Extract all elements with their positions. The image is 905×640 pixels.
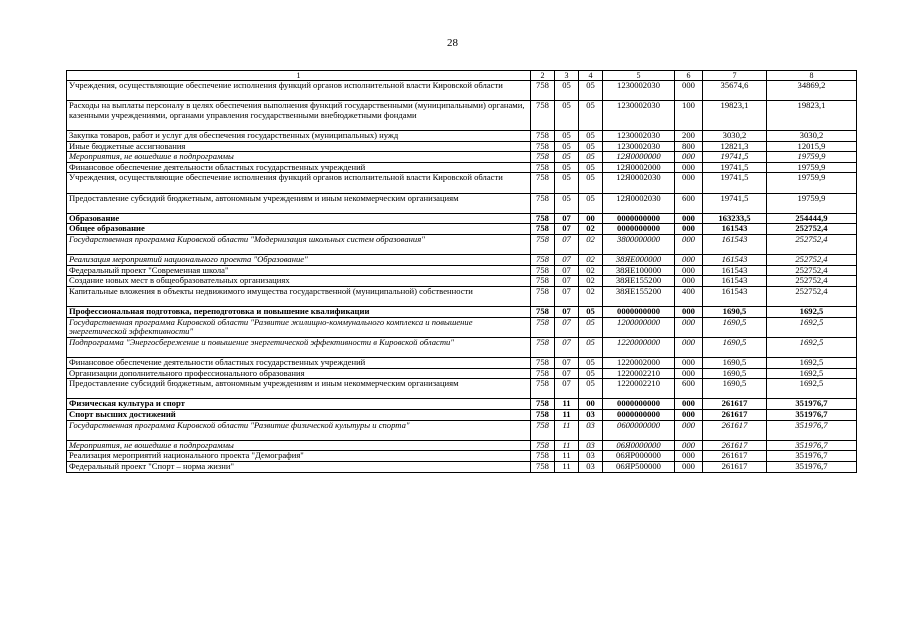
row-name-cell: Общее образование	[67, 224, 531, 235]
row-pr-cell: 00	[579, 213, 603, 224]
row-sum2-cell: 19759,9	[767, 152, 857, 163]
table-row	[67, 358, 857, 369]
row-pr-cell: 05	[579, 379, 603, 399]
row-sum1-cell: 12821,3	[703, 141, 767, 152]
row-name-cell: Финансовое обеспечение деятельности областных государственных учреждений	[67, 162, 531, 173]
row-csr-cell: 0000000000	[603, 410, 675, 421]
header-row	[67, 71, 857, 81]
row-csr-cell: 0000000000	[603, 399, 675, 410]
row-rz-cell: 07	[555, 255, 579, 266]
row-name-cell: Реализация мероприятий национального проекта "Демография"	[67, 451, 531, 462]
row-ved-cell: 758	[531, 213, 555, 224]
row-ved-cell: 758	[531, 399, 555, 410]
row-name-cell: Предоставление субсидий бюджетным, автономным учреждениям и иным некоммерческим организациям	[67, 379, 531, 399]
row-sum1-cell: 19741,5	[703, 173, 767, 193]
row-sum1-cell: 161543	[703, 265, 767, 276]
row-sum2-cell: 1692,5	[767, 307, 857, 318]
table-row	[67, 213, 857, 224]
row-vr-cell: 000	[675, 213, 703, 224]
row-name-cell: Закупка товаров, работ и услуг для обеспечения государственных (муниципальных) нужд	[67, 130, 531, 141]
row-ved-cell: 758	[531, 440, 555, 451]
row-name-cell: Профессиональная подготовка, переподготовка и повышение квалификации	[67, 307, 531, 318]
row-rz-cell: 07	[555, 317, 579, 337]
row-sum2-cell: 1692,5	[767, 337, 857, 357]
row-vr-cell: 800	[675, 141, 703, 152]
row-vr-cell: 000	[675, 307, 703, 318]
row-vr-cell: 400	[675, 286, 703, 306]
row-csr-cell: 06Я0000000	[603, 440, 675, 451]
row-sum1-cell: 1690,5	[703, 337, 767, 357]
table-row	[67, 368, 857, 379]
row-sum2-cell: 252752,4	[767, 224, 857, 235]
row-rz-cell: 11	[555, 410, 579, 421]
table-row	[67, 399, 857, 410]
row-rz-cell: 05	[555, 101, 579, 131]
table-row	[67, 130, 857, 141]
row-sum1-cell: 19823,1	[703, 101, 767, 131]
row-rz-cell: 07	[555, 337, 579, 357]
row-sum2-cell: 34869,2	[767, 81, 857, 101]
row-csr-cell: 38ЯЕ100000	[603, 265, 675, 276]
table-row	[67, 410, 857, 421]
row-sum2-cell: 351976,7	[767, 420, 857, 440]
header-cell-csr: 5	[603, 71, 675, 81]
row-pr-cell: 02	[579, 286, 603, 306]
table-row	[67, 317, 857, 337]
row-sum1-cell: 161543	[703, 276, 767, 287]
row-csr-cell: 1220002210	[603, 368, 675, 379]
row-rz-cell: 07	[555, 286, 579, 306]
row-pr-cell: 03	[579, 420, 603, 440]
table-body	[67, 71, 857, 473]
row-vr-cell: 000	[675, 451, 703, 462]
row-name-cell: Образование	[67, 213, 531, 224]
row-pr-cell: 05	[579, 162, 603, 173]
table-row	[67, 173, 857, 193]
row-sum1-cell: 1690,5	[703, 379, 767, 399]
row-pr-cell: 05	[579, 101, 603, 131]
row-ved-cell: 758	[531, 141, 555, 152]
row-sum1-cell: 1690,5	[703, 368, 767, 379]
row-csr-cell: 0000000000	[603, 224, 675, 235]
row-csr-cell: 0000000000	[603, 307, 675, 318]
row-csr-cell: 0000000000	[603, 213, 675, 224]
row-csr-cell: 12Я0002030	[603, 173, 675, 193]
row-ved-cell: 758	[531, 461, 555, 472]
row-ved-cell: 758	[531, 317, 555, 337]
row-pr-cell: 00	[579, 399, 603, 410]
table-row	[67, 286, 857, 306]
table-row	[67, 440, 857, 451]
row-sum2-cell: 252752,4	[767, 255, 857, 266]
row-rz-cell: 07	[555, 307, 579, 318]
row-sum1-cell: 19741,5	[703, 193, 767, 213]
header-cell-rz: 3	[555, 71, 579, 81]
row-csr-cell: 1220002210	[603, 379, 675, 399]
row-sum1-cell: 261617	[703, 410, 767, 421]
row-name-cell: Физическая культура и спорт	[67, 399, 531, 410]
row-ved-cell: 758	[531, 162, 555, 173]
row-pr-cell: 03	[579, 451, 603, 462]
row-vr-cell: 100	[675, 101, 703, 131]
row-ved-cell: 758	[531, 152, 555, 163]
row-pr-cell: 05	[579, 193, 603, 213]
row-vr-cell: 000	[675, 81, 703, 101]
row-sum2-cell: 351976,7	[767, 451, 857, 462]
row-ved-cell: 758	[531, 410, 555, 421]
header-cell-sum1: 7	[703, 71, 767, 81]
row-rz-cell: 05	[555, 130, 579, 141]
row-pr-cell: 05	[579, 368, 603, 379]
row-name-cell: Предоставление субсидий бюджетным, автономным учреждениям и иным некоммерческим организациям	[67, 193, 531, 213]
row-csr-cell: 38ЯЕ155200	[603, 286, 675, 306]
row-name-cell: Организации дополнительного профессионального образования	[67, 368, 531, 379]
row-rz-cell: 05	[555, 81, 579, 101]
row-name-cell: Финансовое обеспечение деятельности областных государственных учреждений	[67, 358, 531, 369]
row-ved-cell: 758	[531, 81, 555, 101]
row-name-cell: Создание новых мест в общеобразовательных организациях	[67, 276, 531, 287]
row-pr-cell: 03	[579, 461, 603, 472]
row-sum1-cell: 261617	[703, 461, 767, 472]
row-sum2-cell: 12015,9	[767, 141, 857, 152]
row-sum2-cell: 252752,4	[767, 234, 857, 254]
row-vr-cell: 000	[675, 399, 703, 410]
row-name-cell: Спорт высших достижений	[67, 410, 531, 421]
row-pr-cell: 03	[579, 440, 603, 451]
row-pr-cell: 02	[579, 255, 603, 266]
row-csr-cell: 0600000000	[603, 420, 675, 440]
row-csr-cell: 1230002030	[603, 130, 675, 141]
row-ved-cell: 758	[531, 255, 555, 266]
row-pr-cell: 05	[579, 130, 603, 141]
row-rz-cell: 07	[555, 276, 579, 287]
row-sum2-cell: 19759,9	[767, 162, 857, 173]
row-name-cell: Государственная программа Кировской области "Развитие физической культуры и спорта"	[67, 420, 531, 440]
row-sum1-cell: 261617	[703, 440, 767, 451]
header-cell-vr: 6	[675, 71, 703, 81]
row-rz-cell: 05	[555, 141, 579, 152]
row-vr-cell: 000	[675, 173, 703, 193]
row-sum2-cell: 351976,7	[767, 440, 857, 451]
row-rz-cell: 11	[555, 399, 579, 410]
row-csr-cell: 3800000000	[603, 234, 675, 254]
row-sum1-cell: 19741,5	[703, 152, 767, 163]
row-vr-cell: 600	[675, 379, 703, 399]
row-vr-cell: 000	[675, 420, 703, 440]
row-name-cell: Иные бюджетные ассигнования	[67, 141, 531, 152]
row-name-cell: Мероприятия, не вошедшие в подпрограммы	[67, 440, 531, 451]
row-rz-cell: 07	[555, 379, 579, 399]
row-pr-cell: 05	[579, 337, 603, 357]
row-name-cell: Мероприятия, не вошедшие в подпрограммы	[67, 152, 531, 163]
row-sum1-cell: 161543	[703, 255, 767, 266]
row-ved-cell: 758	[531, 173, 555, 193]
row-vr-cell: 000	[675, 162, 703, 173]
row-ved-cell: 758	[531, 368, 555, 379]
row-name-cell: Федеральный проект "Современная школа"	[67, 265, 531, 276]
row-name-cell: Реализация мероприятий национального проекта "Образование"	[67, 255, 531, 266]
row-sum1-cell: 163233,5	[703, 213, 767, 224]
table-row	[67, 224, 857, 235]
row-name-cell: Учреждения, осуществляющие обеспечение исполнения функций органов исполнительной власти Кировской области	[67, 173, 531, 193]
row-ved-cell: 758	[531, 420, 555, 440]
row-name-cell: Учреждения, осуществляющие обеспечение исполнения функций органов исполнительной власти Кировской области	[67, 81, 531, 101]
row-sum2-cell: 252752,4	[767, 276, 857, 287]
row-csr-cell: 12Я0002030	[603, 193, 675, 213]
row-vr-cell: 000	[675, 461, 703, 472]
table-row	[67, 101, 857, 131]
row-name-cell: Государственная программа Кировской области "Модернизация школьных систем образования"	[67, 234, 531, 254]
row-name-cell: Капитальные вложения в объекты недвижимого имущества государственной (муниципальной) собственности	[67, 286, 531, 306]
table-row	[67, 152, 857, 163]
row-vr-cell: 000	[675, 440, 703, 451]
table-row	[67, 337, 857, 357]
row-pr-cell: 05	[579, 141, 603, 152]
row-ved-cell: 758	[531, 224, 555, 235]
row-ved-cell: 758	[531, 307, 555, 318]
row-vr-cell: 000	[675, 410, 703, 421]
row-pr-cell: 03	[579, 410, 603, 421]
header-cell-pr: 4	[579, 71, 603, 81]
row-name-cell: Государственная программа Кировской области "Развитие жилищно-коммунального комплекса и повышение энергетической эффективности"	[67, 317, 531, 337]
header-cell-ved: 2	[531, 71, 555, 81]
row-rz-cell: 05	[555, 162, 579, 173]
row-sum2-cell: 351976,7	[767, 410, 857, 421]
row-rz-cell: 11	[555, 461, 579, 472]
table-row	[67, 461, 857, 472]
row-csr-cell: 1200000000	[603, 317, 675, 337]
row-ved-cell: 758	[531, 337, 555, 357]
row-rz-cell: 07	[555, 213, 579, 224]
row-vr-cell: 200	[675, 130, 703, 141]
row-pr-cell: 05	[579, 307, 603, 318]
row-sum2-cell: 1692,5	[767, 379, 857, 399]
row-sum2-cell: 351976,7	[767, 461, 857, 472]
row-vr-cell: 000	[675, 337, 703, 357]
table-row	[67, 141, 857, 152]
row-csr-cell: 38ЯЕ000000	[603, 255, 675, 266]
row-rz-cell: 05	[555, 193, 579, 213]
row-vr-cell: 000	[675, 255, 703, 266]
row-rz-cell: 11	[555, 451, 579, 462]
row-vr-cell: 600	[675, 193, 703, 213]
row-vr-cell: 000	[675, 276, 703, 287]
budget-table	[66, 70, 857, 473]
row-csr-cell: 38ЯЕ155200	[603, 276, 675, 287]
row-sum1-cell: 261617	[703, 399, 767, 410]
row-rz-cell: 05	[555, 152, 579, 163]
row-ved-cell: 758	[531, 234, 555, 254]
row-ved-cell: 758	[531, 130, 555, 141]
row-sum2-cell: 1692,5	[767, 317, 857, 337]
table-row	[67, 255, 857, 266]
row-csr-cell: 1220002000	[603, 358, 675, 369]
row-sum2-cell: 1692,5	[767, 368, 857, 379]
row-pr-cell: 05	[579, 81, 603, 101]
row-vr-cell: 000	[675, 358, 703, 369]
row-csr-cell: 1230002030	[603, 101, 675, 131]
table-row	[67, 276, 857, 287]
row-ved-cell: 758	[531, 451, 555, 462]
row-sum2-cell: 19759,9	[767, 173, 857, 193]
row-sum2-cell: 252752,4	[767, 286, 857, 306]
row-sum2-cell: 19823,1	[767, 101, 857, 131]
row-sum1-cell: 1690,5	[703, 307, 767, 318]
row-ved-cell: 758	[531, 276, 555, 287]
row-rz-cell: 05	[555, 173, 579, 193]
row-sum1-cell: 19741,5	[703, 162, 767, 173]
row-vr-cell: 000	[675, 368, 703, 379]
table-row	[67, 234, 857, 254]
row-rz-cell: 07	[555, 224, 579, 235]
table-row	[67, 420, 857, 440]
row-sum2-cell: 351976,7	[767, 399, 857, 410]
row-sum1-cell: 261617	[703, 451, 767, 462]
row-sum1-cell: 35674,6	[703, 81, 767, 101]
row-csr-cell: 1230002030	[603, 141, 675, 152]
row-pr-cell: 02	[579, 224, 603, 235]
row-csr-cell: 1220000000	[603, 337, 675, 357]
row-vr-cell: 000	[675, 224, 703, 235]
row-sum2-cell: 1692,5	[767, 358, 857, 369]
row-rz-cell: 07	[555, 358, 579, 369]
row-vr-cell: 000	[675, 265, 703, 276]
row-sum1-cell: 1690,5	[703, 317, 767, 337]
row-rz-cell: 07	[555, 265, 579, 276]
row-vr-cell: 000	[675, 234, 703, 254]
header-cell-sum2: 8	[767, 71, 857, 81]
row-ved-cell: 758	[531, 101, 555, 131]
row-sum2-cell: 3030,2	[767, 130, 857, 141]
table-row	[67, 307, 857, 318]
row-pr-cell: 02	[579, 234, 603, 254]
table-row	[67, 451, 857, 462]
row-name-cell: Федеральный проект "Спорт – норма жизни"	[67, 461, 531, 472]
row-csr-cell: 12Я0000000	[603, 152, 675, 163]
row-ved-cell: 758	[531, 193, 555, 213]
row-sum1-cell: 1690,5	[703, 358, 767, 369]
table-row	[67, 193, 857, 213]
row-vr-cell: 000	[675, 152, 703, 163]
row-pr-cell: 05	[579, 317, 603, 337]
page-number: 28	[447, 37, 458, 49]
row-pr-cell: 05	[579, 358, 603, 369]
table-row	[67, 265, 857, 276]
row-csr-cell: 06ЯР000000	[603, 451, 675, 462]
table-row	[67, 379, 857, 399]
row-ved-cell: 758	[531, 286, 555, 306]
row-sum1-cell: 161543	[703, 286, 767, 306]
row-sum2-cell: 254444,9	[767, 213, 857, 224]
row-csr-cell: 12Я0002000	[603, 162, 675, 173]
row-sum1-cell: 161543	[703, 234, 767, 254]
row-vr-cell: 000	[675, 317, 703, 337]
row-ved-cell: 758	[531, 265, 555, 276]
row-rz-cell: 11	[555, 440, 579, 451]
row-sum2-cell: 19759,9	[767, 193, 857, 213]
row-name-cell: Подпрограмма "Энергосбережение и повышение энергетической эффективности в Кировской области"	[67, 337, 531, 357]
row-ved-cell: 758	[531, 379, 555, 399]
row-ved-cell: 758	[531, 358, 555, 369]
header-cell-name: 1	[67, 71, 531, 81]
row-rz-cell: 07	[555, 234, 579, 254]
table-row	[67, 162, 857, 173]
row-sum1-cell: 3030,2	[703, 130, 767, 141]
row-pr-cell: 02	[579, 265, 603, 276]
row-sum1-cell: 161543	[703, 224, 767, 235]
row-pr-cell: 02	[579, 276, 603, 287]
row-name-cell: Расходы на выплаты персоналу в целях обеспечения выполнения функций государственными (муниципальными) органами, казенными учреждениями, органами управления государственными внебюджетными фондами	[67, 101, 531, 131]
row-sum2-cell: 252752,4	[767, 265, 857, 276]
row-sum1-cell: 261617	[703, 420, 767, 440]
row-csr-cell: 1230002030	[603, 81, 675, 101]
table-row	[67, 81, 857, 101]
row-pr-cell: 05	[579, 152, 603, 163]
row-rz-cell: 11	[555, 420, 579, 440]
row-csr-cell: 06ЯР500000	[603, 461, 675, 472]
row-pr-cell: 05	[579, 173, 603, 193]
row-rz-cell: 07	[555, 368, 579, 379]
